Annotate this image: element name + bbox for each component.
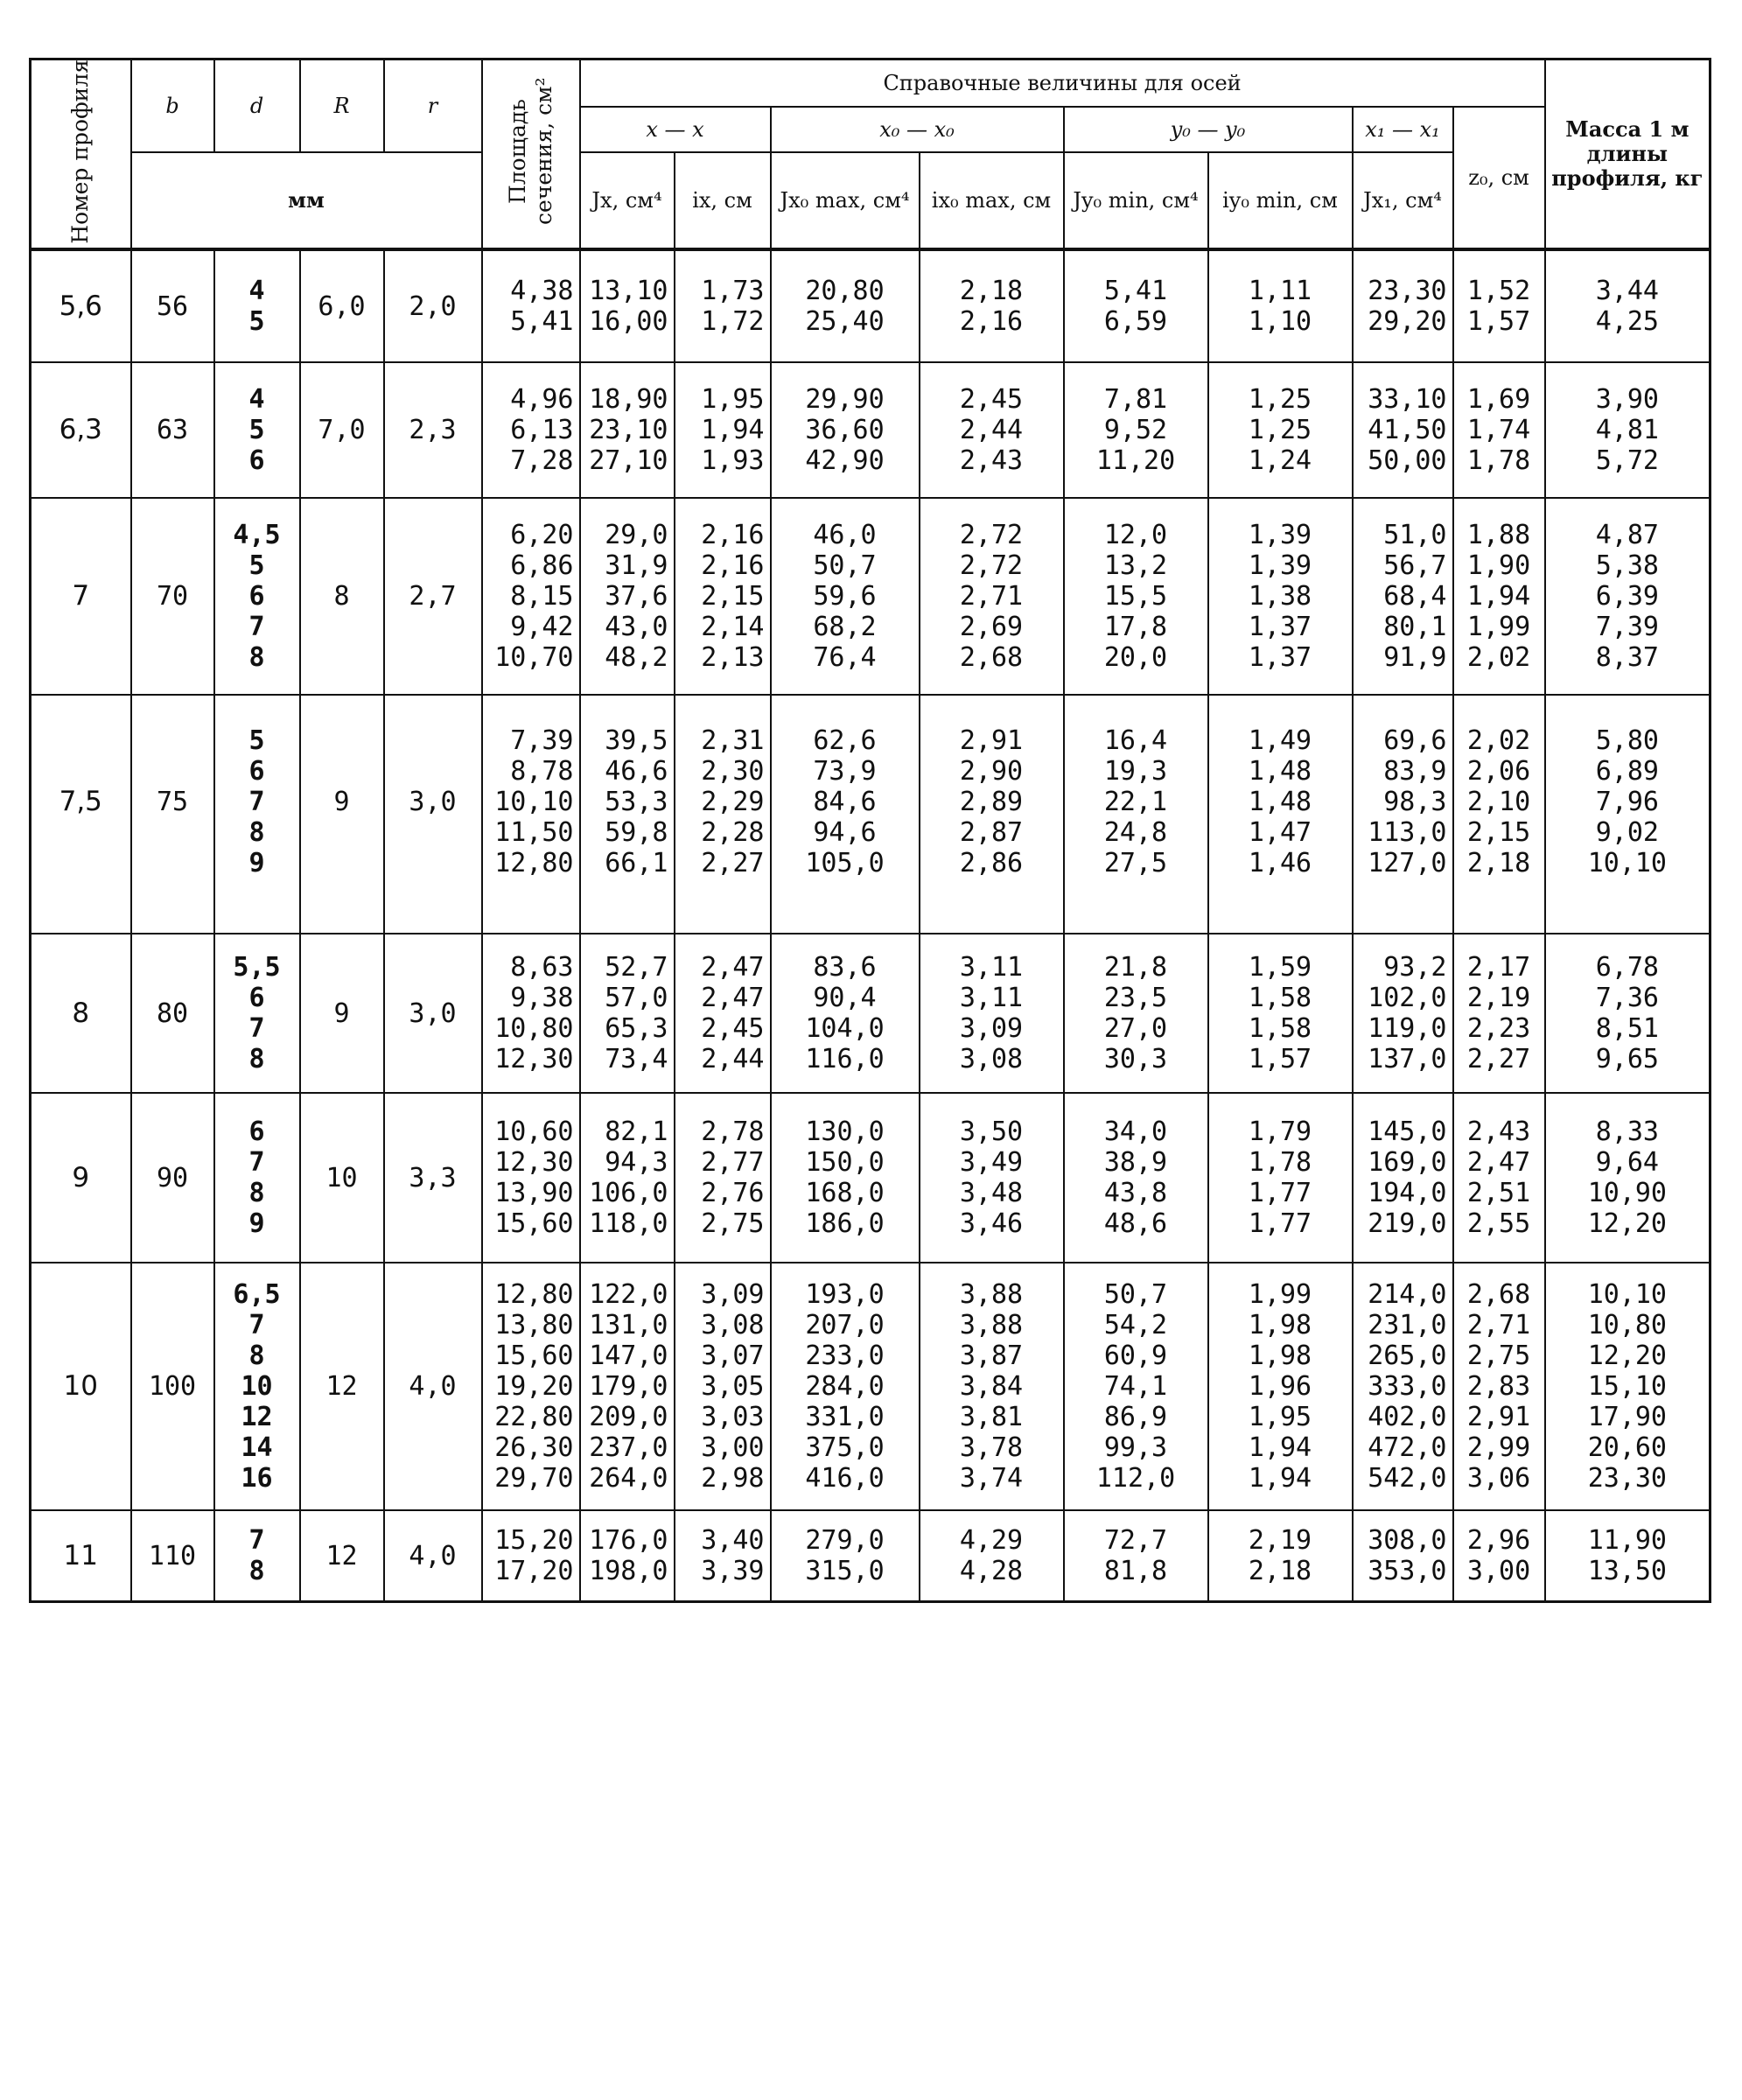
cell-r: 2,7 bbox=[384, 498, 482, 695]
cell-Jy0: 7,81 9,52 11,20 bbox=[1064, 362, 1208, 498]
cell-ix: 1,95 1,94 1,93 bbox=[675, 362, 771, 498]
cell-Jy0: 16,4 19,3 22,1 24,8 27,5 bbox=[1064, 695, 1208, 934]
cell-ix: 1,73 1,72 bbox=[675, 249, 771, 362]
cell-Jx0: 130,0 150,0 168,0 186,0 bbox=[771, 1093, 920, 1263]
cell-iy0: 1,25 1,25 1,24 bbox=[1208, 362, 1353, 498]
cell-Jx0: 29,90 36,60 42,90 bbox=[771, 362, 920, 498]
cell-iy0: 2,19 2,18 bbox=[1208, 1510, 1353, 1602]
cell-b: 63 bbox=[131, 362, 214, 498]
cell-R: 9 bbox=[300, 934, 384, 1093]
angle-profile-table-sheet bbox=[29, 58, 1709, 1603]
cell-profile-number: 5,6 bbox=[31, 249, 131, 362]
cell-d: 7 8 bbox=[214, 1510, 300, 1602]
cell-ix: 3,40 3,39 bbox=[675, 1510, 771, 1602]
header-iy0: iy₀ min, см bbox=[1208, 152, 1353, 249]
cell-Jy0: 12,0 13,2 15,5 17,8 20,0 bbox=[1064, 498, 1208, 695]
cell-Jx: 29,0 31,9 37,6 43,0 48,2 bbox=[580, 498, 675, 695]
cell-Jy0: 72,7 81,8 bbox=[1064, 1510, 1208, 1602]
cell-Jx0: 279,0 315,0 bbox=[771, 1510, 920, 1602]
cell-area: 4,96 6,13 7,28 bbox=[482, 362, 580, 498]
cell-d: 5,5 6 7 8 bbox=[214, 934, 300, 1093]
cell-mass: 3,44 4,25 bbox=[1545, 249, 1711, 362]
cell-ix0: 3,50 3,49 3,48 3,46 bbox=[920, 1093, 1064, 1263]
table-body bbox=[31, 249, 1711, 1602]
cell-R: 8 bbox=[300, 498, 384, 695]
header-reference-values: Справочные величины для осей bbox=[580, 60, 1545, 108]
table-row bbox=[31, 934, 1711, 1093]
cell-Jx1: 93,2 102,0 119,0 137,0 bbox=[1353, 934, 1453, 1093]
header-r: r bbox=[384, 60, 482, 153]
cell-Jx0: 83,6 90,4 104,0 116,0 bbox=[771, 934, 920, 1093]
cell-d: 4 5 6 bbox=[214, 362, 300, 498]
cell-mass: 6,78 7,36 8,51 9,65 bbox=[1545, 934, 1711, 1093]
cell-b: 80 bbox=[131, 934, 214, 1093]
cell-Jy0: 5,41 6,59 bbox=[1064, 249, 1208, 362]
cell-R: 6,0 bbox=[300, 249, 384, 362]
cell-area: 6,20 6,86 8,15 9,42 10,70 bbox=[482, 498, 580, 695]
cell-d: 4,5 5 6 7 8 bbox=[214, 498, 300, 695]
cell-area: 10,60 12,30 13,90 15,60 bbox=[482, 1093, 580, 1263]
cell-Jy0: 50,7 54,2 60,9 74,1 86,9 99,3 112,0 bbox=[1064, 1263, 1208, 1510]
cell-ix: 2,31 2,30 2,29 2,28 2,27 bbox=[675, 695, 771, 934]
cell-Jx0: 20,80 25,40 bbox=[771, 249, 920, 362]
cell-d: 4 5 bbox=[214, 249, 300, 362]
table-row bbox=[31, 1093, 1711, 1263]
cell-Jx1: 308,0 353,0 bbox=[1353, 1510, 1453, 1602]
header-area: Площадь сечения, см² bbox=[482, 60, 580, 250]
cell-profile-number: 7,5 bbox=[31, 695, 131, 934]
cell-d: 5 6 7 8 9 bbox=[214, 695, 300, 934]
cell-r: 2,0 bbox=[384, 249, 482, 362]
cell-ix0: 4,29 4,28 bbox=[920, 1510, 1064, 1602]
cell-R: 7,0 bbox=[300, 362, 384, 498]
cell-iy0: 1,59 1,58 1,58 1,57 bbox=[1208, 934, 1353, 1093]
cell-profile-number: 8 bbox=[31, 934, 131, 1093]
cell-ix0: 2,91 2,90 2,89 2,87 2,86 bbox=[920, 695, 1064, 934]
cell-iy0: 1,39 1,39 1,38 1,37 1,37 bbox=[1208, 498, 1353, 695]
cell-mass: 3,90 4,81 5,72 bbox=[1545, 362, 1711, 498]
cell-profile-number: 9 bbox=[31, 1093, 131, 1263]
cell-ix0: 3,11 3,11 3,09 3,08 bbox=[920, 934, 1064, 1093]
header-z0: z₀, см bbox=[1453, 107, 1545, 249]
angle-profile-table bbox=[29, 58, 1711, 1603]
cell-b: 75 bbox=[131, 695, 214, 934]
cell-Jx0: 62,6 73,9 84,6 94,6 105,0 bbox=[771, 695, 920, 934]
header-axis-x0: x₀ — x₀ bbox=[771, 107, 1064, 152]
cell-Jx: 122,0 131,0 147,0 179,0 209,0 237,0 264,0 bbox=[580, 1263, 675, 1510]
cell-z0: 2,96 3,00 bbox=[1453, 1510, 1545, 1602]
cell-z0: 2,02 2,06 2,10 2,15 2,18 bbox=[1453, 695, 1545, 934]
header-axis-x: x — x bbox=[580, 107, 771, 152]
header-axis-y0: y₀ — y₀ bbox=[1064, 107, 1353, 152]
cell-Jx1: 69,6 83,9 98,3 113,0 127,0 bbox=[1353, 695, 1453, 934]
cell-z0: 2,43 2,47 2,51 2,55 bbox=[1453, 1093, 1545, 1263]
header-ix0: ix₀ max, см bbox=[920, 152, 1064, 249]
cell-r: 2,3 bbox=[384, 362, 482, 498]
table-row bbox=[31, 1510, 1711, 1602]
header-ix: ix, см bbox=[675, 152, 771, 249]
cell-profile-number: 7 bbox=[31, 498, 131, 695]
cell-r: 3,0 bbox=[384, 934, 482, 1093]
cell-Jx1: 33,10 41,50 50,00 bbox=[1353, 362, 1453, 498]
cell-iy0: 1,79 1,78 1,77 1,77 bbox=[1208, 1093, 1353, 1263]
cell-Jy0: 34,0 38,9 43,8 48,6 bbox=[1064, 1093, 1208, 1263]
cell-R: 12 bbox=[300, 1263, 384, 1510]
cell-Jx: 82,1 94,3 106,0 118,0 bbox=[580, 1093, 675, 1263]
cell-Jx1: 214,0 231,0 265,0 333,0 402,0 472,0 542,0 bbox=[1353, 1263, 1453, 1510]
cell-ix: 2,16 2,16 2,15 2,14 2,13 bbox=[675, 498, 771, 695]
table-row bbox=[31, 249, 1711, 362]
cell-ix0: 2,72 2,72 2,71 2,69 2,68 bbox=[920, 498, 1064, 695]
table-row bbox=[31, 498, 1711, 695]
header-mass: Масса 1 м длины профиля, кг bbox=[1545, 60, 1711, 250]
header-Jx0: Jx₀ max, см⁴ bbox=[771, 152, 920, 249]
cell-b: 90 bbox=[131, 1093, 214, 1263]
cell-mass: 5,80 6,89 7,96 9,02 10,10 bbox=[1545, 695, 1711, 934]
cell-R: 10 bbox=[300, 1093, 384, 1263]
cell-iy0: 1,11 1,10 bbox=[1208, 249, 1353, 362]
cell-Jx1: 145,0 169,0 194,0 219,0 bbox=[1353, 1093, 1453, 1263]
table-row bbox=[31, 695, 1711, 934]
cell-area: 4,38 5,41 bbox=[482, 249, 580, 362]
cell-r: 4,0 bbox=[384, 1510, 482, 1602]
cell-Jx: 13,10 16,00 bbox=[580, 249, 675, 362]
cell-iy0: 1,99 1,98 1,98 1,96 1,95 1,94 1,94 bbox=[1208, 1263, 1353, 1510]
cell-ix0: 2,45 2,44 2,43 bbox=[920, 362, 1064, 498]
cell-Jx: 176,0 198,0 bbox=[580, 1510, 675, 1602]
cell-b: 110 bbox=[131, 1510, 214, 1602]
header-axis-x1: x₁ — x₁ bbox=[1353, 107, 1453, 152]
cell-Jx1: 23,30 29,20 bbox=[1353, 249, 1453, 362]
cell-z0: 1,88 1,90 1,94 1,99 2,02 bbox=[1453, 498, 1545, 695]
cell-profile-number: 6,3 bbox=[31, 362, 131, 498]
cell-z0: 1,52 1,57 bbox=[1453, 249, 1545, 362]
cell-area: 8,63 9,38 10,80 12,30 bbox=[482, 934, 580, 1093]
table-row bbox=[31, 1263, 1711, 1510]
header-Jy0: Jy₀ min, см⁴ bbox=[1064, 152, 1208, 249]
cell-b: 100 bbox=[131, 1263, 214, 1510]
header-Jx1: Jx₁, см⁴ bbox=[1353, 152, 1453, 249]
header-mm: мм bbox=[131, 152, 482, 249]
cell-area: 12,80 13,80 15,60 19,20 22,80 26,30 29,70 bbox=[482, 1263, 580, 1510]
cell-Jx: 18,90 23,10 27,10 bbox=[580, 362, 675, 498]
cell-mass: 10,10 10,80 12,20 15,10 17,90 20,60 23,30 bbox=[1545, 1263, 1711, 1510]
cell-ix: 3,09 3,08 3,07 3,05 3,03 3,00 2,98 bbox=[675, 1263, 771, 1510]
cell-area: 7,39 8,78 10,10 11,50 12,80 bbox=[482, 695, 580, 934]
cell-r: 4,0 bbox=[384, 1263, 482, 1510]
cell-ix0: 3,88 3,88 3,87 3,84 3,81 3,78 3,74 bbox=[920, 1263, 1064, 1510]
cell-iy0: 1,49 1,48 1,48 1,47 1,46 bbox=[1208, 695, 1353, 934]
cell-R: 12 bbox=[300, 1510, 384, 1602]
cell-d: 6 7 8 9 bbox=[214, 1093, 300, 1263]
cell-profile-number: 11 bbox=[31, 1510, 131, 1602]
table-row bbox=[31, 362, 1711, 498]
cell-b: 70 bbox=[131, 498, 214, 695]
cell-z0: 1,69 1,74 1,78 bbox=[1453, 362, 1545, 498]
cell-z0: 2,68 2,71 2,75 2,83 2,91 2,99 3,06 bbox=[1453, 1263, 1545, 1510]
cell-mass: 4,87 5,38 6,39 7,39 8,37 bbox=[1545, 498, 1711, 695]
cell-Jx0: 193,0 207,0 233,0 284,0 331,0 375,0 416,0 bbox=[771, 1263, 920, 1510]
cell-Jy0: 21,8 23,5 27,0 30,3 bbox=[1064, 934, 1208, 1093]
cell-r: 3,0 bbox=[384, 695, 482, 934]
header-R: R bbox=[300, 60, 384, 153]
cell-ix: 2,78 2,77 2,76 2,75 bbox=[675, 1093, 771, 1263]
cell-profile-number: 10 bbox=[31, 1263, 131, 1510]
cell-area: 15,20 17,20 bbox=[482, 1510, 580, 1602]
cell-Jx: 52,7 57,0 65,3 73,4 bbox=[580, 934, 675, 1093]
cell-r: 3,3 bbox=[384, 1093, 482, 1263]
header-profile-number: Номер профиля bbox=[31, 60, 131, 250]
cell-Jx: 39,5 46,6 53,3 59,8 66,1 bbox=[580, 695, 675, 934]
cell-ix: 2,47 2,47 2,45 2,44 bbox=[675, 934, 771, 1093]
cell-z0: 2,17 2,19 2,23 2,27 bbox=[1453, 934, 1545, 1093]
header-d: d bbox=[214, 60, 300, 153]
cell-R: 9 bbox=[300, 695, 384, 934]
cell-b: 56 bbox=[131, 249, 214, 362]
cell-mass: 11,90 13,50 bbox=[1545, 1510, 1711, 1602]
cell-ix0: 2,18 2,16 bbox=[920, 249, 1064, 362]
cell-d: 6,5 7 8 10 12 14 16 bbox=[214, 1263, 300, 1510]
cell-Jx0: 46,0 50,7 59,6 68,2 76,4 bbox=[771, 498, 920, 695]
cell-Jx1: 51,0 56,7 68,4 80,1 91,9 bbox=[1353, 498, 1453, 695]
header-b: b bbox=[131, 60, 214, 153]
cell-mass: 8,33 9,64 10,90 12,20 bbox=[1545, 1093, 1711, 1263]
header-Jx: Jx, см⁴ bbox=[580, 152, 675, 249]
